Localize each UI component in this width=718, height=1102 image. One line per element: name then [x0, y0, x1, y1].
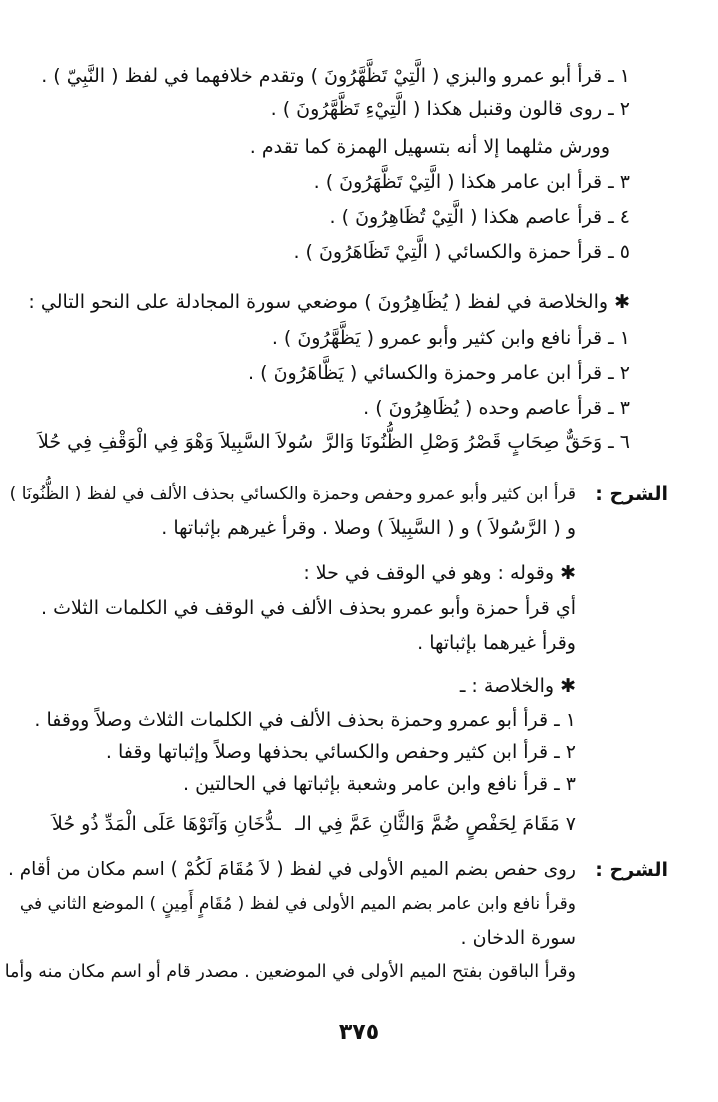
summary-item: ١ ـ قرأ أبو عمرو وحمزة بحذف الألف في الكلمات الثلاث وصلاً ووقفا . — [34, 709, 576, 731]
qawluh-line: وقرأ غيرهما بإثباتها . — [417, 632, 576, 654]
sharh-line: و ( الرَّسُولاَ ) و ( السَّبِيلاَ ) وصلا . وقرأ غيرهم بإثباتها . — [161, 517, 576, 539]
sharh-line: سورة الدخان . — [460, 927, 576, 949]
summary-item: ١ ـ قرأ نافع وابن كثير وأبو عمرو ( يَظَّهَّرُونَ ) . — [271, 327, 630, 349]
sharh-line: وقرأ الباقون بفتح الميم الأولى في الموضعين . مصدر قام أو اسم مكان منه وأما — [4, 962, 576, 982]
summary-item: ٣ ـ قرأ نافع وابن عامر وشعبة بإثباتها في الحالتين . — [183, 773, 576, 795]
verse-left-hemistich: سُولاَ السَّبِيلاَ وَهْوَ فِي الْوَقْفِ فِي حُلاَ — [38, 431, 314, 453]
text-line: ٢ ـ روى قالون وقنبل هكذا ( الَّتِيْءِ تَظَّهَّرُونَ ) . — [270, 98, 630, 120]
verse-left-hemistich: ـدُّخَانِ وَآتَوْهَا عَلَى الْمَدِّ ذُو حُلاَ — [52, 813, 281, 835]
qawluh-heading: ✱ وقوله : وهو في الوقف في حلا : — [303, 562, 576, 584]
sharh-label: الشرح : — [595, 483, 668, 505]
sharh-line: وقرأ نافع وابن عامر بضم الميم الأولى في لفظ ( مُقَامٍ أَمِينٍ ) الموضع الثاني في — [19, 894, 576, 914]
qawluh-line: أي قرأ حمزة وأبو عمرو بحذف الألف في الوقف في الكلمات الثلاث . — [40, 597, 576, 619]
sharh-line: روى حفص بضم الميم الأولى في لفظ ( لاَ مُقَامَ لَكُمْ ) اسم مكان من أقام . — [7, 859, 576, 880]
text-line: ٥ ـ قرأ حمزة والكسائي ( الَّتِيْ تَظَاهَرُونَ ) . — [293, 241, 630, 263]
text-line: ٤ ـ قرأ عاصم هكذا ( الَّتِيْ تُظَاهِرُونَ ) . — [329, 206, 630, 228]
page-number: ٣٧٥ — [338, 1020, 380, 1045]
summary-item: ٢ ـ قرأ ابن عامر وحمزة والكسائي ( يَظَّاهَرُونَ ) . — [248, 362, 630, 384]
summary-heading: ✱ والخلاصة في لفظ ( يُظَاهِرُونَ ) موضعي سورة المجادلة على النحو التالي : — [28, 291, 630, 313]
summary-item: ٢ ـ قرأ ابن كثير وحفص والكسائي بحذفها وصلاً وإثباتها وقفا . — [105, 741, 576, 763]
summary-heading: ✱ والخلاصة : ـ — [459, 675, 576, 697]
verse-right-hemistich: ٦ ـ وَحَقٌّ صِحَابٍ قَصْرُ وَصْلِ الظُّنُونَا وَالرَّ — [323, 431, 630, 453]
text-line: ١ ـ قرأ أبو عمرو والبزي ( الَّتِيْ تَظَّهَّرُونَ ) وتقدم خلافهما في لفظ ( النَّبِيّ ) . — [41, 65, 630, 87]
sharh-line: قرأ ابن كثير وأبو عمرو وحفص وحمزة والكسائي بحذف الألف في لفظ ( الظُّنُونَا ) — [9, 484, 576, 504]
sharh-label: الشرح : — [595, 859, 668, 881]
text-line: ٣ ـ قرأ ابن عامر هكذا ( الَّتِيْ تَظَّهَرُونَ ) . — [313, 171, 630, 193]
verse-right-hemistich: ٧ مَقَامَ لِحَفْصٍ ضُمَّ وَالثَّانِ عَمَّ فِي الـ — [295, 813, 576, 835]
summary-item: ٣ ـ قرأ عاصم وحده ( يُظَاهِرُونَ ) . — [363, 397, 630, 419]
text-line: وورش مثلهما إلا أنه بتسهيل الهمزة كما تقدم . — [249, 136, 610, 158]
